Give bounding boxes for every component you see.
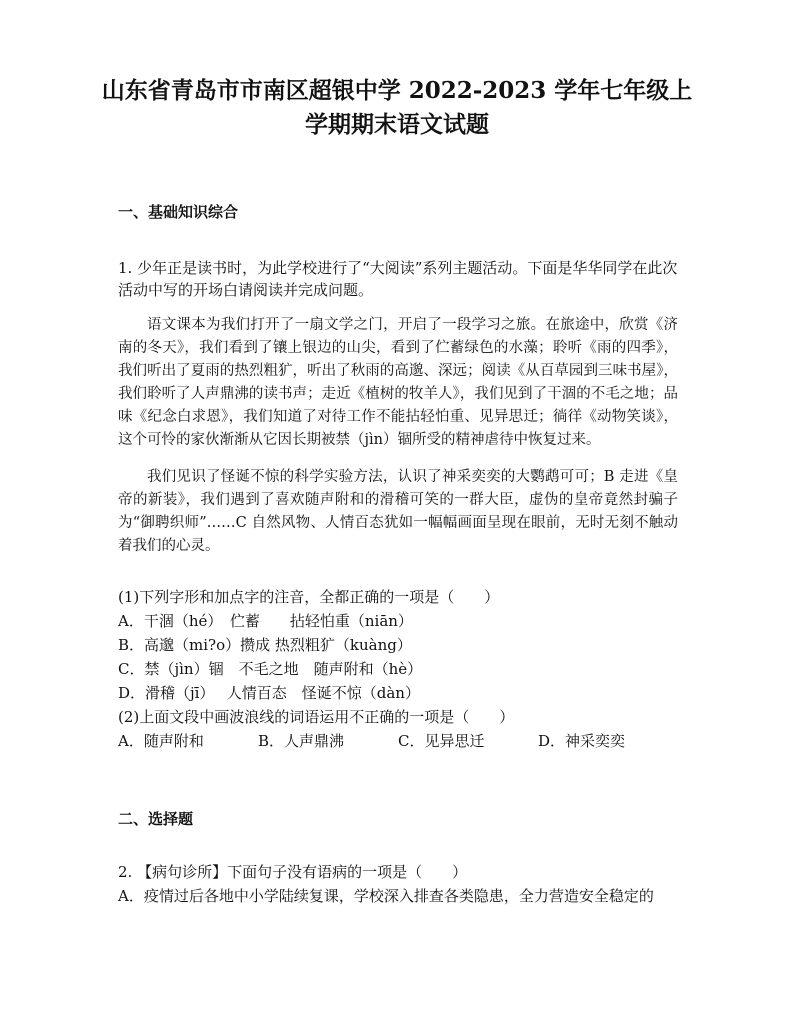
subquestion-2-option-a: A．随声附和 [118, 732, 204, 750]
title-line-1: 山东省青岛市市南区超银中学 2022-2023 学年七年级上 [101, 77, 693, 104]
subquestion-1-option-b: B．高邈（mi?o）攒成 热烈粗犷（kuàng） [118, 636, 412, 654]
subquestion-1-option-c: C．禁（jìn）锢 不毛之地 随声附和（hè） [118, 660, 423, 678]
subquestion-2-option-c: C．见异思迁 [398, 732, 485, 750]
question-1-intro: 1. 少年正是读书时，为此学校进行了“大阅读”系列主题活动。下面是华华同学在此次活动中写的开场白请阅读并完成问题。 [118, 259, 678, 299]
question-1-subquestions [118, 585, 678, 753]
section-1-heading: 一、基础知识综合 [118, 203, 239, 221]
subquestion-2-options [118, 729, 678, 753]
subquestion-2: (2)上面文段中画波浪线的词语运用不正确的一项是（ ） [118, 708, 515, 726]
reading-passage [118, 314, 678, 558]
reading-paragraph-2: 我们见识了怪诞不惊的科学实验方法，认识了神采奕奕的大鹦鹉可可；B 走进《皇帝的新装》，我们遇到了喜欢随声附和的滑稽可笑的一群大臣，虚伪的皇帝竟然封骗子为“御聘织师”……C 自然风物、人情百态犹如一幅幅画面呈现在眼前，无时无刻不触动着我们的心灵。 [118, 469, 678, 554]
question-2 [118, 860, 688, 908]
question-2-option-a: A．疫情过后各地中小学陆续复课，学校深入排查各类隐患，全力营造安全稳定的 [118, 887, 654, 905]
reading-paragraph-1: 语文课本为我们打开了一扇文学之门，开启了一段学习之旅。在旅途中，欣赏《济南的冬天》，我们看到了镶上银边的山尖，看到了伫蓄绿色的水藻；聆听《雨的四季》，我们听出了夏雨的热烈粗犷，听出了秋雨的高邈、深远；阅读《从百草园到三味书屋》，我们聆听了人声鼎沸的读书声；走近《植树的牧羊人》，我们见到了干涸的不毛之地；品味《纪念白求恩》，我们知道了对待工作不能拈轻怕重、见异思迁；徜徉《动物笑谈》，这个可怜的家伙渐渐从它因长期被禁（jìn）锢所受的精神虐待中恢复过来。 [118, 317, 678, 448]
document-title [90, 74, 704, 142]
subquestion-1-option-a: A．干涸（hé） 伫蓄 拈轻怕重（niān） [118, 612, 413, 630]
title-line-2: 学期期末语文试题 [305, 111, 489, 138]
section-2-heading: 二、选择题 [118, 810, 194, 828]
subquestion-2-option-d: D．神采奕奕 [538, 732, 626, 750]
subquestion-1: (1)下列字形和加点字的注音，全都正确的一项是（ ） [118, 588, 500, 606]
subquestion-2-option-b: B．人声鼎沸 [258, 732, 345, 750]
question-2-stem: 2. 【病句诊所】下面句子没有语病的一项是（ ） [118, 863, 468, 881]
subquestion-1-option-d: D．滑稽（jī） 人情百态 怪诞不惊（dàn） [118, 684, 420, 702]
